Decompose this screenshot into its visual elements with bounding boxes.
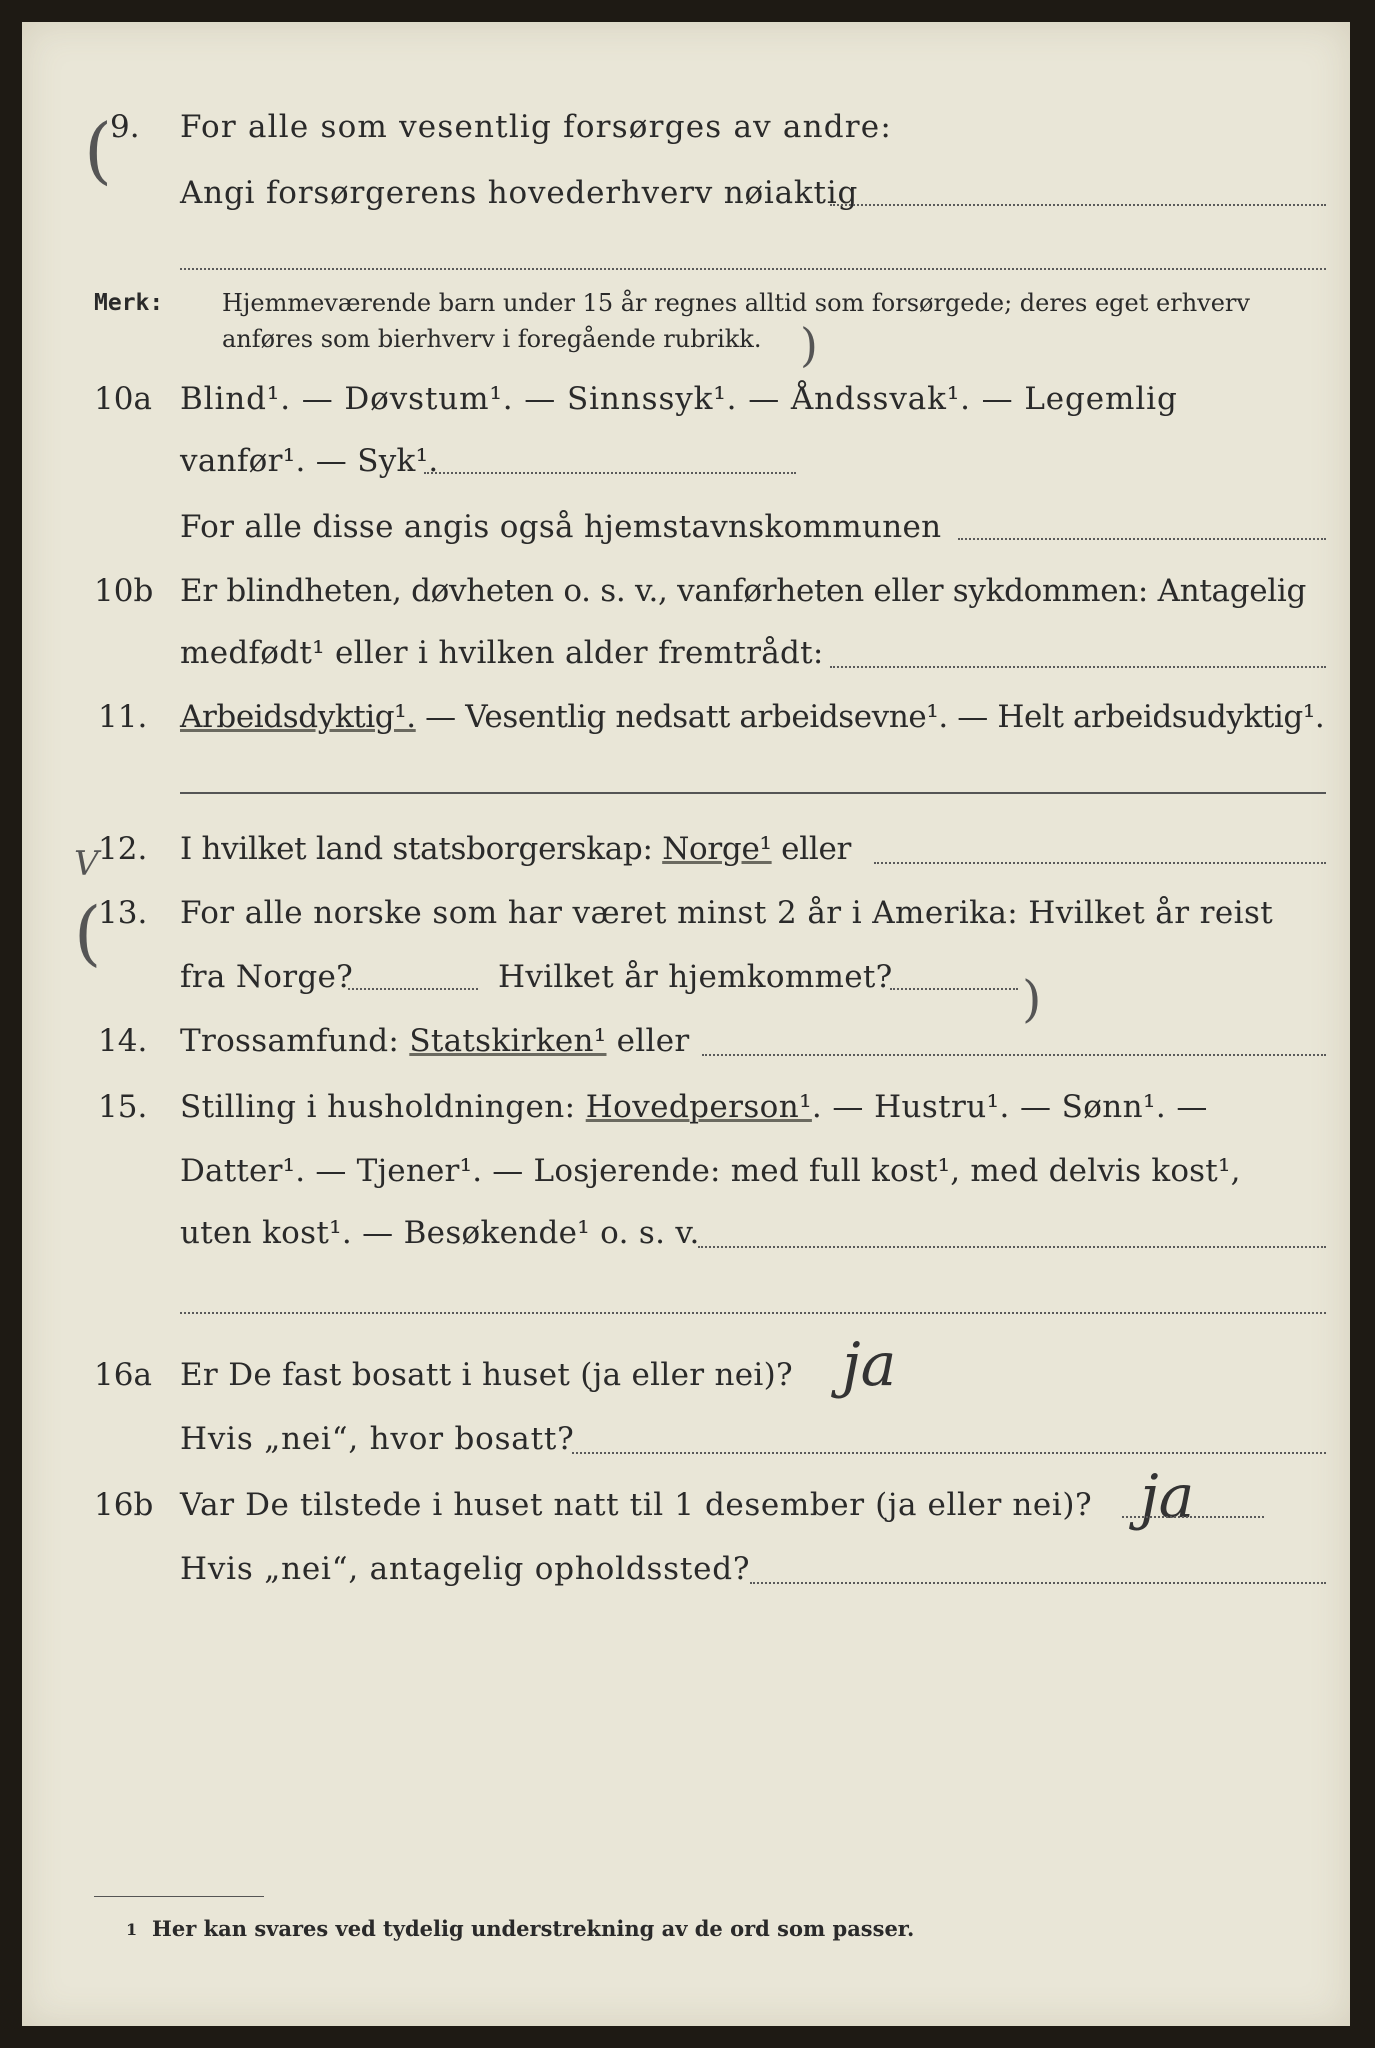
q10a-number: 10a: [94, 381, 152, 417]
merk-label: Merk:: [94, 290, 164, 316]
q16a-answer-line[interactable]: [572, 1452, 1326, 1454]
q15-answer-line-2[interactable]: [180, 1312, 1326, 1314]
merk-paren-close: ): [800, 318, 818, 372]
q16b-answer-handwritten[interactable]: ja: [1140, 1462, 1195, 1532]
q16b-opholdssted-line[interactable]: [750, 1582, 1326, 1584]
q11-number: 11.: [98, 699, 148, 735]
q13-line1: For alle norske som har været minst 2 år i Amerika: Hvilket år reist: [180, 895, 1274, 931]
q16a-line2: Hvis „nei“, hvor bosatt?: [180, 1421, 575, 1457]
q14-post: eller: [606, 1023, 690, 1059]
q15-line3: uten kost¹. — Besøkende¹ o. s. v.: [180, 1215, 700, 1251]
margin-check-12: V: [74, 844, 99, 884]
q10a-line3: For alle disse angis også hjemstavnskommunen: [180, 509, 942, 545]
q10b-answer-line[interactable]: [830, 666, 1326, 668]
q9-answer-line[interactable]: [830, 204, 1326, 206]
footnote-text: Her kan svares ved tydelig understrekning av de ord som passer.: [152, 1916, 915, 1941]
q16b-line1: Var De tilstede i huset natt til 1 desember (ja eller nei)?: [180, 1487, 1093, 1523]
q12-post: eller: [771, 831, 852, 867]
q16b-number: 16b: [94, 1487, 154, 1523]
q14-line: [180, 1022, 690, 1060]
q12-option-norge[interactable]: Norge¹: [662, 831, 772, 867]
q10b-number: 10b: [94, 573, 154, 609]
q10a-answer-line[interactable]: [424, 472, 796, 474]
q9-answer-line-2[interactable]: [180, 268, 1326, 270]
q14-pre: Trossamfund:: [180, 1023, 410, 1059]
q15-pre: Stilling i husholdningen:: [180, 1089, 586, 1125]
q11-rule: [180, 792, 1326, 794]
q14-option-statskirken[interactable]: Statskirken¹: [409, 1023, 607, 1059]
q13-line2a: fra Norge?: [180, 959, 354, 995]
q16b-answer-line[interactable]: [1122, 1516, 1264, 1518]
q9-line1: For alle som vesentlig forsørges av andre:: [180, 109, 892, 145]
q12-pre: I hvilket land statsborgerskap:: [180, 831, 663, 867]
merk-line1: Hjemmeværende barn under 15 år regnes alltid som forsørgede; deres eget erhverv: [222, 289, 1250, 317]
q13-line2b: Hvilket år hjemkommet?: [498, 959, 893, 995]
merk-line2: anføres som bierhverv i foregående rubrikk.: [222, 325, 762, 353]
q16a-answer-handwritten[interactable]: ja: [842, 1330, 897, 1400]
q12-answer-line[interactable]: [874, 862, 1326, 864]
q14-answer-line[interactable]: [702, 1054, 1326, 1056]
q15-number: 15.: [98, 1089, 148, 1125]
q15-answer-line[interactable]: [698, 1246, 1326, 1248]
q15-option-hovedperson[interactable]: Hovedperson¹: [585, 1089, 812, 1125]
q10a-line2: vanfør¹. — Syk¹.: [180, 443, 439, 479]
q13-paren-close: ): [1022, 970, 1042, 1028]
margin-paren-13: (: [74, 892, 102, 974]
q13-reist-line[interactable]: [348, 988, 478, 990]
q16a-number: 16a: [94, 1357, 152, 1393]
footnote-rule: [94, 1896, 264, 1897]
census-form-page: [22, 22, 1350, 2026]
margin-paren-9: (: [84, 108, 113, 192]
q15-post: . — Hustru¹. — Sønn¹. —: [811, 1089, 1208, 1125]
footnote-mark: 1: [126, 1920, 138, 1939]
q10a-kommune-line[interactable]: [958, 538, 1326, 540]
q10b-line1: Er blindheten, døvheten o. s. v., vanførheten eller sykdommen: Antagelig: [180, 573, 1307, 609]
q13-hjemkommet-line[interactable]: [890, 988, 1018, 990]
q13-number: 13.: [98, 895, 148, 931]
q10b-line2: medfødt¹ eller i hvilken alder fremtrådt:: [180, 635, 824, 671]
q16b-line2: Hvis „nei“, antagelig opholdssted?: [180, 1551, 751, 1587]
q9-number: 9.: [110, 109, 140, 145]
q14-number: 14.: [98, 1023, 148, 1059]
q11-rest: — Vesentlig nedsatt arbeidsevne¹. — Helt arbeidsudyktig¹.: [415, 699, 1325, 735]
q16a-line1: Er De fast bosatt i huset (ja eller nei)?: [180, 1357, 793, 1393]
q9-line2: Angi forsørgerens hovederhverv nøiaktig: [180, 175, 859, 211]
q15-line1: [180, 1088, 1208, 1126]
q10a-line1: Blind¹. — Døvstum¹. — Sinnssyk¹. — Åndssvak¹. — Legemlig: [180, 381, 1178, 417]
q12-number: 12.: [98, 831, 148, 867]
q11-line: [180, 698, 1324, 736]
q12-line: [180, 830, 851, 868]
q15-line2: Datter¹. — Tjener¹. — Losjerende: med full kost¹, med delvis kost¹,: [180, 1153, 1241, 1189]
q11-option-arbeidsdyktig[interactable]: Arbeidsdyktig¹.: [180, 699, 416, 735]
